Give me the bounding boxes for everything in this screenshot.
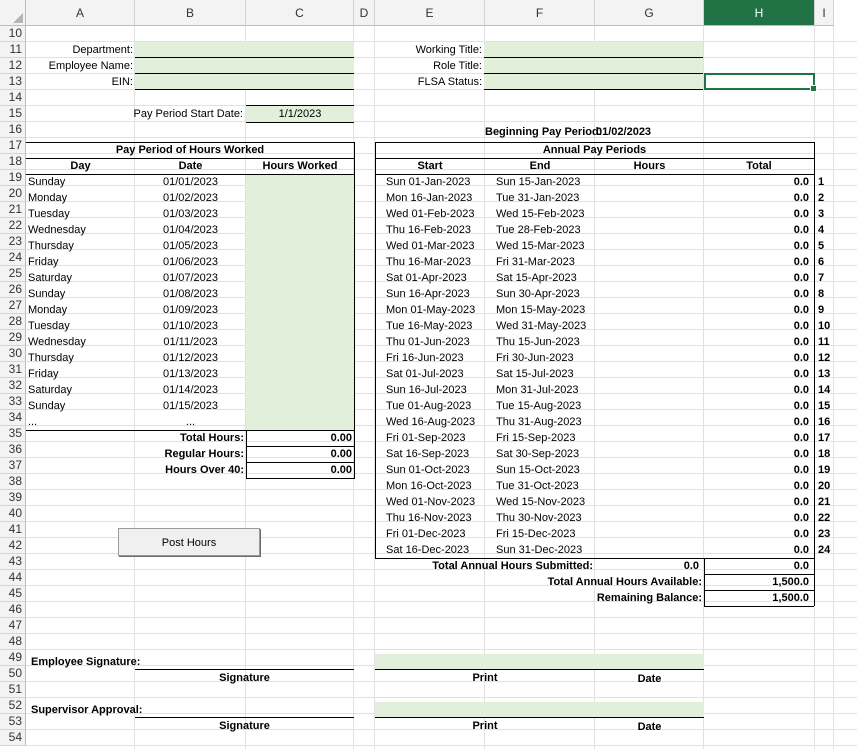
col-start-header: Start xyxy=(417,160,443,172)
period-total-cell: 0.0 xyxy=(793,336,809,348)
row-header-34[interactable]: 34 xyxy=(0,410,26,426)
row-header-49[interactable]: 49 xyxy=(0,650,26,666)
period-end-cell: Sun 15-Jan-2023 xyxy=(496,176,581,188)
period-number-cell: 11 xyxy=(818,336,830,348)
period-start-cell: Wed 01-Feb-2023 xyxy=(386,208,475,220)
period-number-cell: 21 xyxy=(818,496,831,508)
period-total-cell: 0.0 xyxy=(793,304,809,316)
row-header-26[interactable]: 26 xyxy=(0,282,26,298)
column-header-d[interactable]: D xyxy=(354,0,375,26)
date-cell: 01/03/2023 xyxy=(162,208,219,220)
annual-pay-periods-title: Annual Pay Periods xyxy=(542,144,647,156)
remaining-balance-value: 1,500.0 xyxy=(772,592,809,604)
row-header-53[interactable]: 53 xyxy=(0,714,26,730)
date-cell: 01/09/2023 xyxy=(162,304,219,316)
column-header-f[interactable]: F xyxy=(485,0,595,26)
remaining-balance-label: Remaining Balance: xyxy=(596,592,702,604)
day-cell: Sunday xyxy=(28,288,66,300)
column-header-h[interactable]: H xyxy=(704,0,815,26)
row-header-37[interactable]: 37 xyxy=(0,458,26,474)
row-header-29[interactable]: 29 xyxy=(0,330,26,346)
day-cell: Saturday xyxy=(28,384,73,396)
period-number-cell: 6 xyxy=(818,256,825,268)
beginning-pay-period-label: Beginning Pay Period: xyxy=(485,126,603,138)
flsa-status-label: FLSA Status: xyxy=(417,76,482,88)
row-header-54[interactable]: 54 xyxy=(0,730,26,746)
row-header-14[interactable]: 14 xyxy=(0,90,26,106)
period-number-cell: 12 xyxy=(818,352,831,364)
date-cell: 01/02/2023 xyxy=(162,192,219,204)
period-start-cell: Fri 01-Dec-2023 xyxy=(386,528,466,540)
period-start-cell: Wed 01-Nov-2023 xyxy=(386,496,476,508)
period-total-cell: 0.0 xyxy=(793,208,809,220)
period-number-cell: 16 xyxy=(818,416,831,428)
beginning-pay-period-value: 01/02/2023 xyxy=(596,126,652,138)
date-cell: 01/11/2023 xyxy=(163,336,218,348)
row-header-40[interactable]: 40 xyxy=(0,506,26,522)
period-start-cell: Sat 16-Dec-2023 xyxy=(386,544,470,556)
hours-over-40-value: 0.00 xyxy=(330,464,352,476)
row-header-46[interactable]: 46 xyxy=(0,602,26,618)
employee-signature-label: Employee Signature: xyxy=(31,656,141,668)
row-header-25[interactable]: 25 xyxy=(0,266,26,282)
period-number-cell: 24 xyxy=(818,544,831,556)
period-start-cell: Sun 16-Jul-2023 xyxy=(386,384,467,396)
period-number-cell: 23 xyxy=(818,528,831,540)
row-header-52[interactable]: 52 xyxy=(0,698,26,714)
day-cell: Sunday xyxy=(28,176,66,188)
annual-submitted-hours: 0.0 xyxy=(683,560,699,572)
date-cell: 01/01/2023 xyxy=(162,176,219,188)
date-cell: 01/06/2023 xyxy=(162,256,219,268)
period-end-cell: Thu 30-Nov-2023 xyxy=(496,512,582,524)
date-cell: 01/14/2023 xyxy=(162,384,219,396)
flsa-status-input[interactable] xyxy=(484,74,703,89)
period-total-cell: 0.0 xyxy=(793,240,809,252)
employee-date-caption: Date xyxy=(637,673,662,685)
row-header-31[interactable]: 31 xyxy=(0,362,26,378)
period-end-cell: Fri 15-Sep-2023 xyxy=(496,432,576,444)
period-number-cell: 13 xyxy=(818,368,831,380)
period-number-cell: 8 xyxy=(818,288,825,300)
date-cell: ... xyxy=(185,416,196,428)
period-end-cell: Fri 30-Jun-2023 xyxy=(496,352,574,364)
row-header-35[interactable]: 35 xyxy=(0,426,26,442)
date-cell: 01/15/2023 xyxy=(162,400,219,412)
row-header-23[interactable]: 23 xyxy=(0,234,26,250)
period-start-cell: Sat 01-Apr-2023 xyxy=(386,272,467,284)
period-end-cell: Tue 31-Jan-2023 xyxy=(496,192,580,204)
day-cell: Wednesday xyxy=(28,224,86,236)
row-header-48[interactable]: 48 xyxy=(0,634,26,650)
row-header-42[interactable]: 42 xyxy=(0,538,26,554)
period-number-cell: 15 xyxy=(818,400,831,412)
period-end-cell: Tue 28-Feb-2023 xyxy=(496,224,581,236)
row-header-17[interactable]: 17 xyxy=(0,138,26,154)
row-header-18[interactable]: 18 xyxy=(0,154,26,170)
period-start-cell: Tue 16-May-2023 xyxy=(386,320,473,332)
supervisor-signature-caption: Signature xyxy=(219,720,270,732)
date-cell: 01/07/2023 xyxy=(162,272,219,284)
total-hours-label: Total Hours: xyxy=(180,432,244,444)
employee-name-input[interactable] xyxy=(135,58,354,73)
annual-submitted-label: Total Annual Hours Submitted: xyxy=(432,560,593,572)
period-number-cell: 17 xyxy=(818,432,831,444)
day-cell: Thursday xyxy=(28,240,74,252)
period-total-cell: 0.0 xyxy=(793,416,809,428)
period-start-cell: Sun 01-Jan-2023 xyxy=(386,176,471,188)
period-end-cell: Wed 15-Feb-2023 xyxy=(496,208,585,220)
period-number-cell: 4 xyxy=(818,224,825,236)
regular-hours-value: 0.00 xyxy=(330,448,352,460)
column-header-c[interactable]: C xyxy=(246,0,354,26)
row-header-45[interactable]: 45 xyxy=(0,586,26,602)
period-number-cell: 14 xyxy=(818,384,831,396)
pay-period-start-label: Pay Period Start Date: xyxy=(133,108,243,120)
period-end-cell: Wed 15-Mar-2023 xyxy=(496,240,585,252)
hours-over-40-label: Hours Over 40: xyxy=(165,464,244,476)
row-header-47[interactable]: 47 xyxy=(0,618,26,634)
period-number-cell: 7 xyxy=(818,272,825,284)
period-end-cell: Sun 30-Apr-2023 xyxy=(496,288,580,300)
period-total-cell: 0.0 xyxy=(793,400,809,412)
date-cell: 01/10/2023 xyxy=(162,320,219,332)
period-end-cell: Fri 15-Dec-2023 xyxy=(496,528,576,540)
working-title-label: Working Title: xyxy=(415,44,482,56)
day-cell: ... xyxy=(28,416,38,428)
period-total-cell: 0.0 xyxy=(793,192,809,204)
annual-submitted-total: 0.0 xyxy=(793,560,809,572)
period-start-cell: Sun 01-Oct-2023 xyxy=(386,464,470,476)
period-total-cell: 0.0 xyxy=(793,176,809,188)
employee-name-label: Employee Name: xyxy=(48,60,133,72)
period-total-cell: 0.0 xyxy=(793,256,809,268)
period-start-cell: Wed 16-Aug-2023 xyxy=(386,416,476,428)
row-header-28[interactable]: 28 xyxy=(0,314,26,330)
row-header-30[interactable]: 30 xyxy=(0,346,26,362)
row-header-32[interactable]: 32 xyxy=(0,378,26,394)
col-hours-header: Hours xyxy=(633,160,666,172)
supervisor-approval-label: Supervisor Approval: xyxy=(31,704,143,716)
date-cell: 01/12/2023 xyxy=(162,352,219,364)
period-number-cell: 22 xyxy=(818,512,831,524)
period-start-cell: Sat 16-Sep-2023 xyxy=(386,448,470,460)
period-end-cell: Sat 15-Jul-2023 xyxy=(496,368,574,380)
ein-input[interactable] xyxy=(135,74,354,89)
col-day-header: Day xyxy=(70,160,91,172)
row-header-12[interactable]: 12 xyxy=(0,58,26,74)
period-start-cell: Mon 16-Jan-2023 xyxy=(386,192,473,204)
period-number-cell: 2 xyxy=(818,192,825,204)
period-total-cell: 0.0 xyxy=(793,352,809,364)
row-header-33[interactable]: 33 xyxy=(0,394,26,410)
period-start-cell: Mon 16-Oct-2023 xyxy=(386,480,472,492)
row-header-50[interactable]: 50 xyxy=(0,666,26,682)
period-total-cell: 0.0 xyxy=(793,496,809,508)
row-header-36[interactable]: 36 xyxy=(0,442,26,458)
period-start-cell: Mon 01-May-2023 xyxy=(386,304,476,316)
col-date-header: Date xyxy=(178,160,203,172)
active-cell-selection[interactable] xyxy=(704,73,815,90)
date-cell: 01/05/2023 xyxy=(162,240,219,252)
period-start-cell: Thu 16-Feb-2023 xyxy=(386,224,471,236)
period-end-cell: Tue 15-Aug-2023 xyxy=(496,400,582,412)
column-header-b[interactable]: B xyxy=(135,0,246,26)
row-header-16[interactable]: 16 xyxy=(0,122,26,138)
column-header-e[interactable]: E xyxy=(375,0,485,26)
post-hours-button[interactable]: Post Hours xyxy=(118,528,260,556)
row-header-43[interactable]: 43 xyxy=(0,554,26,570)
day-cell: Thursday xyxy=(28,352,74,364)
period-end-cell: Thu 15-Jun-2023 xyxy=(496,336,580,348)
row-header-10[interactable]: 10 xyxy=(0,26,26,42)
period-start-cell: Sat 01-Jul-2023 xyxy=(386,368,464,380)
department-input[interactable] xyxy=(135,42,354,57)
col-total-header: Total xyxy=(746,160,772,172)
col-end-header: End xyxy=(529,160,551,172)
period-number-cell: 1 xyxy=(818,176,825,188)
period-end-cell: Thu 31-Aug-2023 xyxy=(496,416,582,428)
row-header-44[interactable]: 44 xyxy=(0,570,26,586)
hours-worked-input-area[interactable] xyxy=(246,174,354,430)
period-start-cell: Wed 01-Mar-2023 xyxy=(386,240,475,252)
row-header-38[interactable]: 38 xyxy=(0,474,26,490)
period-total-cell: 0.0 xyxy=(793,528,809,540)
employee-print-input[interactable] xyxy=(375,654,704,669)
day-cell: Saturday xyxy=(28,272,73,284)
date-cell: 01/04/2023 xyxy=(162,224,219,236)
supervisor-date-caption: Date xyxy=(637,721,662,733)
col-hours-worked-header: Hours Worked xyxy=(262,160,338,172)
period-number-cell: 3 xyxy=(818,208,825,220)
period-end-cell: Mon 31-Jul-2023 xyxy=(496,384,579,396)
period-start-cell: Thu 16-Mar-2023 xyxy=(386,256,471,268)
department-label: Department: xyxy=(72,44,133,56)
period-number-cell: 9 xyxy=(818,304,825,316)
annual-available-value: 1,500.0 xyxy=(772,576,809,588)
period-total-cell: 0.0 xyxy=(793,480,809,492)
regular-hours-label: Regular Hours: xyxy=(164,448,244,460)
period-total-cell: 0.0 xyxy=(793,224,809,236)
period-total-cell: 0.0 xyxy=(793,544,809,556)
period-total-cell: 0.0 xyxy=(793,432,809,444)
period-start-cell: Thu 01-Jun-2023 xyxy=(386,336,470,348)
row-header-20[interactable]: 20 xyxy=(0,186,26,202)
period-end-cell: Mon 15-May-2023 xyxy=(496,304,586,316)
supervisor-print-caption: Print xyxy=(472,720,498,732)
row-header-11[interactable]: 11 xyxy=(0,42,26,58)
total-hours-value: 0.00 xyxy=(330,432,352,444)
period-total-cell: 0.0 xyxy=(793,272,809,284)
date-cell: 01/13/2023 xyxy=(162,368,219,380)
period-number-cell: 5 xyxy=(818,240,825,252)
column-header-g[interactable]: G xyxy=(595,0,704,26)
pay-period-section-title: Pay Period of Hours Worked xyxy=(115,144,265,156)
employee-print-caption: Print xyxy=(472,672,498,684)
day-cell: Friday xyxy=(28,368,59,380)
day-cell: Friday xyxy=(28,256,59,268)
period-total-cell: 0.0 xyxy=(793,512,809,524)
period-start-cell: Fri 16-Jun-2023 xyxy=(386,352,464,364)
row-header-51[interactable]: 51 xyxy=(0,682,26,698)
working-title-input[interactable] xyxy=(484,42,703,57)
period-start-cell: Thu 16-Nov-2023 xyxy=(386,512,472,524)
period-number-cell: 20 xyxy=(818,480,831,492)
period-end-cell: Sat 30-Sep-2023 xyxy=(496,448,580,460)
period-end-cell: Tue 31-Oct-2023 xyxy=(496,480,579,492)
row-header-24[interactable]: 24 xyxy=(0,250,26,266)
column-header-a[interactable]: A xyxy=(26,0,135,26)
period-total-cell: 0.0 xyxy=(793,448,809,460)
row-header-13[interactable]: 13 xyxy=(0,74,26,90)
period-end-cell: Fri 31-Mar-2023 xyxy=(496,256,575,268)
row-header-15[interactable]: 15 xyxy=(0,106,26,122)
select-all-corner[interactable] xyxy=(0,0,26,26)
period-start-cell: Fri 01-Sep-2023 xyxy=(386,432,466,444)
period-end-cell: Wed 15-Nov-2023 xyxy=(496,496,586,508)
period-number-cell: 19 xyxy=(818,464,831,476)
period-end-cell: Wed 31-May-2023 xyxy=(496,320,587,332)
row-header-41[interactable]: 41 xyxy=(0,522,26,538)
period-number-cell: 18 xyxy=(818,448,831,460)
period-total-cell: 0.0 xyxy=(793,320,809,332)
day-cell: Monday xyxy=(28,304,68,316)
employee-signature-caption: Signature xyxy=(219,672,270,684)
day-cell: Wednesday xyxy=(28,336,86,348)
day-cell: Sunday xyxy=(28,400,66,412)
day-cell: Tuesday xyxy=(28,208,70,220)
period-total-cell: 0.0 xyxy=(793,368,809,380)
column-header-i[interactable]: I xyxy=(815,0,834,26)
period-total-cell: 0.0 xyxy=(793,464,809,476)
period-total-cell: 0.0 xyxy=(793,384,809,396)
period-start-cell: Tue 01-Aug-2023 xyxy=(386,400,472,412)
pay-period-start-value[interactable]: 1/1/2023 xyxy=(278,108,322,120)
date-cell: 01/08/2023 xyxy=(162,288,219,300)
period-end-cell: Sun 15-Oct-2023 xyxy=(496,464,580,476)
row-header-27[interactable]: 27 xyxy=(0,298,26,314)
row-header-22[interactable]: 22 xyxy=(0,218,26,234)
row-header-19[interactable]: 19 xyxy=(0,170,26,186)
day-cell: Monday xyxy=(28,192,68,204)
row-header-21[interactable]: 21 xyxy=(0,202,26,218)
period-end-cell: Sun 31-Dec-2023 xyxy=(496,544,583,556)
day-cell: Tuesday xyxy=(28,320,70,332)
row-header-39[interactable]: 39 xyxy=(0,490,26,506)
period-number-cell: 10 xyxy=(818,320,831,332)
period-end-cell: Sat 15-Apr-2023 xyxy=(496,272,577,284)
period-start-cell: Sun 16-Apr-2023 xyxy=(386,288,470,300)
period-total-cell: 0.0 xyxy=(793,288,809,300)
role-title-label: Role Title: xyxy=(433,60,482,72)
supervisor-print-input[interactable] xyxy=(375,702,704,717)
role-title-input[interactable] xyxy=(484,58,703,73)
ein-label: EIN: xyxy=(111,76,133,88)
annual-available-label: Total Annual Hours Available: xyxy=(547,576,702,588)
